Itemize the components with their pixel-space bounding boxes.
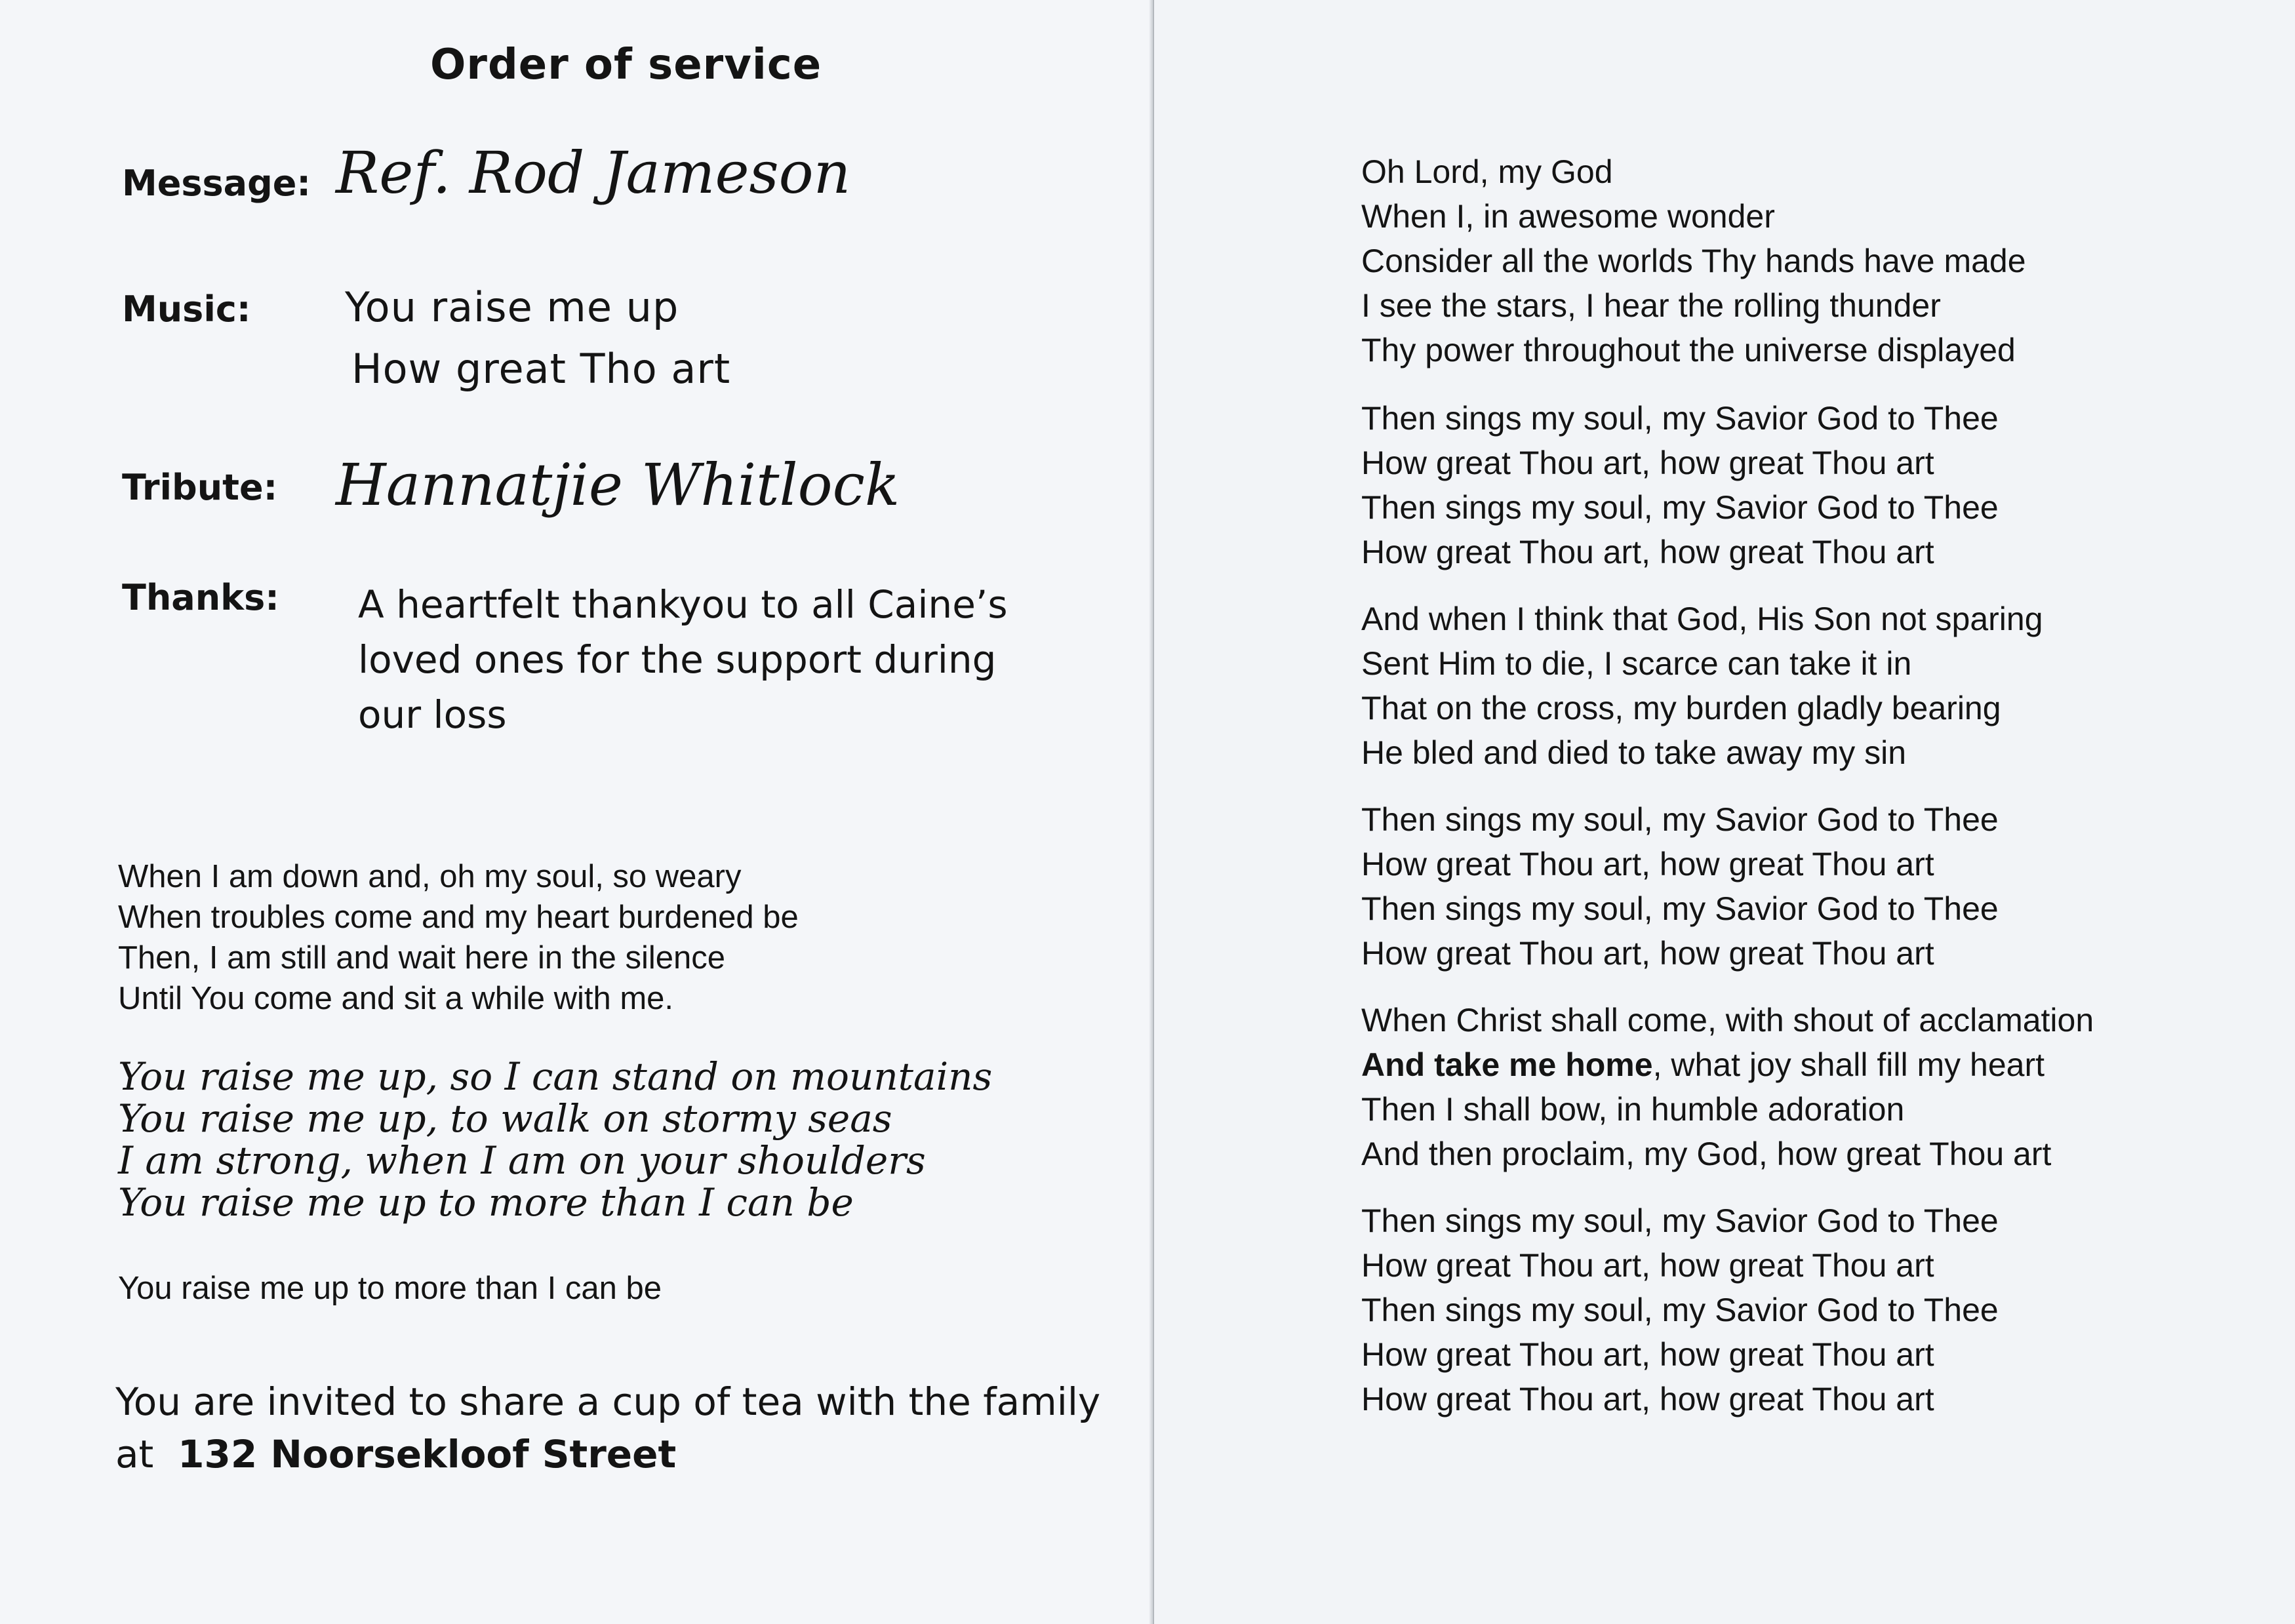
lyric-line: I see the stars, I hear the rolling thunder	[1361, 287, 1941, 324]
tribute-value: Hannatjie Whitlock	[336, 451, 900, 519]
verse-you-raise-me-up	[118, 856, 799, 1019]
page-title: Order of service	[430, 41, 822, 89]
lyric-line: When troubles come and my heart burdened be	[118, 900, 799, 935]
lyric-line: Then sings my soul, my Savior God to Thee	[1361, 489, 1999, 526]
thanks-label: Thanks:	[122, 577, 279, 618]
lyric-line: How great Thou art, how great Thou art	[1361, 534, 1934, 570]
thanks-line-2: loved ones for the support during	[358, 637, 997, 682]
lyric-line: That on the cross, my burden gladly bearing	[1361, 690, 2001, 726]
tribute-label: Tribute:	[122, 467, 278, 508]
lyric-line: How great Thou art, how great Thou art	[1361, 846, 1934, 882]
lyric-line: When I am down and, oh my soul, so weary	[118, 859, 742, 894]
invite-prefix: at	[115, 1432, 154, 1476]
music-label: Music:	[122, 288, 251, 330]
lyric-line: Thy power throughout the universe displayed	[1361, 332, 2016, 368]
lyric-line: How great Thou art, how great Thou art	[1361, 935, 1934, 972]
message-value: Ref. Rod Jameson	[336, 139, 851, 207]
lyric-line: How great Thou art, how great Thou art	[1361, 1247, 1934, 1284]
lyric-line: How great Thou art, how great Thou art	[1361, 445, 1934, 481]
lyric-line: Until You come and sit a while with me.	[118, 981, 674, 1016]
music-item-2: How great Tho art	[351, 345, 731, 393]
lyric-line: Then sings my soul, my Savior God to Thee	[1361, 801, 1999, 838]
thanks-line-1: A heartfelt thankyou to all Caine’s	[358, 582, 1008, 627]
final-chorus	[1361, 1198, 1999, 1421]
lyric-line: You raise me up to more than I can be	[118, 1180, 854, 1225]
lyric-line: How great Thou art, how great Thou art	[1361, 1336, 1934, 1373]
verse-3	[1361, 998, 2094, 1176]
music-item-1: You raise me up	[345, 283, 679, 331]
lyric-line: Then sings my soul, my Savior God to Thee	[1361, 1292, 1999, 1328]
lyric-line: Oh Lord, my God	[1361, 153, 1613, 190]
lyric-line-rest: , what joy shall fill my heart	[1652, 1046, 2045, 1083]
chorus-you-raise-me-up	[118, 1056, 992, 1223]
lyric-line: I am strong, when I am on your shoulders	[118, 1138, 926, 1183]
thanks-line-3: our loss	[358, 692, 507, 737]
thanks-text	[358, 577, 1008, 742]
lyric-line: How great Thou art, how great Thou art	[1361, 1381, 1934, 1417]
lyric-line: You raise me up, so I can stand on mountains	[118, 1054, 993, 1099]
tea-invitation	[115, 1376, 1100, 1480]
chorus-2	[1361, 797, 1999, 976]
lyric-line: Then sings my soul, my Savior God to Thee	[1361, 1202, 1999, 1239]
verse-2	[1361, 597, 2043, 775]
lyric-line: Consider all the worlds Thy hands have made	[1361, 243, 2026, 279]
message-label: Message:	[122, 163, 311, 204]
lyric-line: You raise me up, to walk on stormy seas	[118, 1096, 892, 1141]
lyric-line: Then I shall bow, in humble adoration	[1361, 1091, 1905, 1128]
invite-line-1: You are invited to share a cup of tea with the family	[115, 1379, 1101, 1424]
lyric-line: Sent Him to die, I scarce can take it in	[1361, 645, 1912, 682]
invite-address: 132 Noorsekloof Street	[178, 1432, 677, 1476]
chorus-1	[1361, 396, 1999, 574]
lyric-emphasis: And take me home	[1361, 1046, 1653, 1083]
verse-1	[1361, 149, 2026, 372]
lyric-line: When Christ shall come, with shout of acclamation	[1361, 1002, 2094, 1039]
lyric-line: And when I think that God, His Son not sparing	[1361, 601, 2043, 637]
invite-line-2	[115, 1428, 1100, 1480]
lyric-line: Then sings my soul, my Savior God to Thee	[1361, 400, 1999, 437]
lyric-line: He bled and died to take away my sin	[1361, 734, 1907, 771]
lyric-line	[1361, 1042, 2094, 1087]
closing-lyric-line: You raise me up to more than I can be	[118, 1271, 662, 1306]
lyric-line: Then, I am still and wait here in the silence	[118, 940, 726, 976]
lyric-line: When I, in awesome wonder	[1361, 198, 1775, 235]
lyric-line: And then proclaim, my God, how great Thou art	[1361, 1136, 2052, 1172]
lyric-line: Then sings my soul, my Savior God to Thee	[1361, 890, 1999, 927]
